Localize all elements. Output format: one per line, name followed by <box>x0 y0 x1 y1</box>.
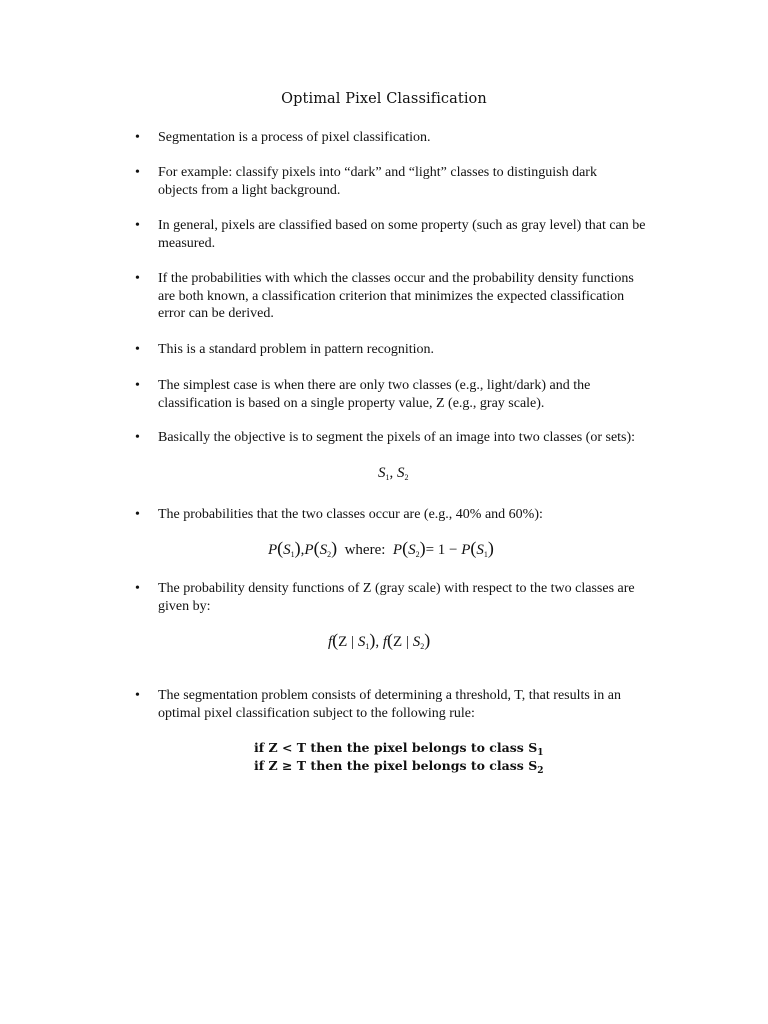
variable-z: Z <box>338 634 348 650</box>
set-symbol: S <box>412 634 421 650</box>
equals-one-minus: = 1 − <box>425 542 458 558</box>
set-symbol: S <box>378 465 386 481</box>
given-bar: | <box>351 634 355 650</box>
list-item: The segmentation problem consists of determining a threshold, T, that results in an optimal pixel classification subject to the following rule: <box>158 688 621 721</box>
subscript: 1 <box>537 748 544 758</box>
bullet-icon: • <box>135 378 140 393</box>
subscript: 2 <box>404 473 409 482</box>
subscript: 1 <box>385 473 390 482</box>
prob-symbol: P <box>392 542 403 558</box>
separator: , <box>389 465 397 481</box>
set-symbol: S <box>476 542 484 558</box>
list-item: Segmentation is a process of pixel classification. <box>158 130 431 145</box>
list-item: The simplest case is when there are only two classes (e.g., light/dark) and the classification is based on a single property value, Z (e.g., gray scale). <box>158 378 591 411</box>
list-item: The probabilities that the two classes occur are (e.g., 40% and 60%): <box>158 507 543 522</box>
list-item: If the probabilities with which the classes occur and the probability density functions are both known, a classification criterion that minimizes the expected classification error can be derived. <box>158 271 634 321</box>
set-symbol: S <box>397 465 405 481</box>
bullet-icon: • <box>135 130 140 145</box>
subscript: 2 <box>415 550 420 559</box>
rule-line-2 <box>254 758 544 776</box>
subscript: 2 <box>537 766 544 776</box>
subscript: 1 <box>483 550 488 559</box>
set-symbol: S <box>408 542 416 558</box>
list-item: The probability density functions of Z (gray scale) with respect to the two classes are given by: <box>158 581 635 614</box>
set-symbol: S <box>357 634 366 650</box>
subscript: 2 <box>420 642 425 651</box>
given-bar: | <box>405 634 409 650</box>
bullet-icon: • <box>135 165 140 180</box>
rule-text: if Z ≥ T then the pixel belongs to class S <box>254 758 538 773</box>
set-symbol: S <box>319 542 328 558</box>
bullet-icon: • <box>135 507 140 522</box>
subscript: 1 <box>290 550 295 559</box>
subscript: 1 <box>365 642 370 651</box>
prob-symbol: P <box>268 542 278 558</box>
prob-symbol: P <box>304 542 314 558</box>
rule-line-1 <box>254 740 544 758</box>
set-symbol: S <box>283 542 291 558</box>
page-title: Optimal Pixel Classification <box>281 91 487 107</box>
density-formula: f(Z | $S_1$), f(Z | $S_2$) <box>328 630 431 651</box>
bullet-icon: • <box>135 218 140 233</box>
density-symbol: f <box>382 634 388 650</box>
probability-formula: $P(S_1),P(S_2)$ where: $P(S_2)= 1 - P(S_1)$ <box>268 538 494 559</box>
list-item: Basically the objective is to segment the pixels of an image into two classes (or sets): <box>158 430 636 445</box>
bullet-icon: • <box>135 271 140 286</box>
list-item: This is a standard problem in pattern recognition. <box>158 342 435 357</box>
bullet-icon: • <box>135 430 140 445</box>
rule-text: if Z < T then the pixel belongs to class S <box>254 740 538 755</box>
sets-formula <box>378 465 409 482</box>
bullet-icon: • <box>135 688 140 703</box>
density-symbol: f <box>328 634 333 650</box>
subscript: 2 <box>327 550 332 559</box>
prob-symbol: P <box>461 542 471 558</box>
bullet-icon: • <box>135 581 140 596</box>
list-item: In general, pixels are classified based on some property (such as gray level) that can be measured. <box>158 218 646 251</box>
list-item: For example: classify pixels into “dark” and “light” classes to distinguish dark objects from a light background. <box>158 165 597 198</box>
variable-z: Z <box>393 634 403 650</box>
bullet-icon: • <box>135 342 140 357</box>
where-label: where: <box>344 542 386 558</box>
